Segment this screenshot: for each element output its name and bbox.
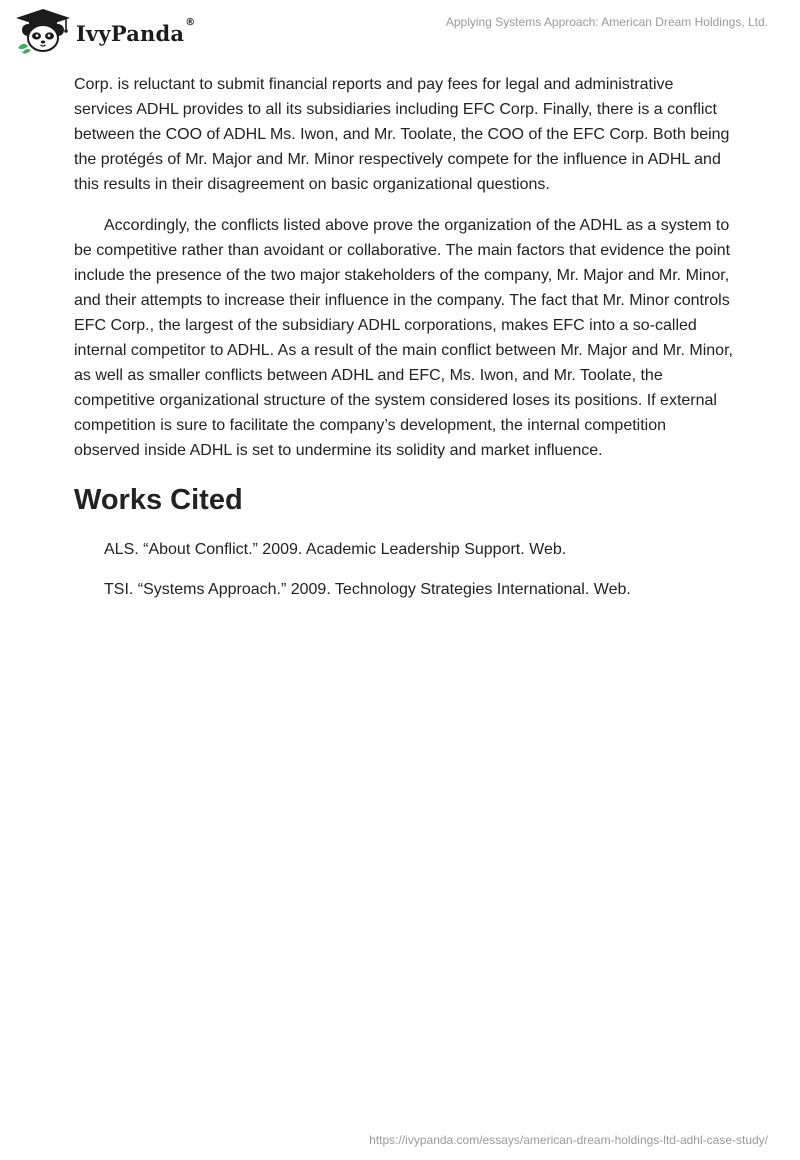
essay-content: [74, 72, 734, 618]
registered-mark: ®: [185, 16, 196, 28]
works-cited-heading: Works Cited: [74, 484, 243, 516]
body-paragraph-2: Accordingly, the conflicts listed above prove the organization of the ADHL as a system to be competitive rather than avoidant or collaborative. The main factors that evidence the point include the presence of the two major stakeholders of the company, Mr. Major and Mr. Minor, and their attempts to increase their influence in the company. The fact that Mr. Minor controls EFC Corp., the largest of the subsidiary ADHL corporations, makes EFC into a so-called internal competitor to ADHL. As a result of the main conflict between Mr. Major and Mr. Minor, as well as smaller conflicts between ADHL and EFC, Ms. Iwon, and Mr. Toolate, the competitive organizational structure of the system considered loses its positions. If external competition is sure to facilitate the company’s development, the internal competition observed inside ADHL is set to undermine its solidity and market influence.: [74, 217, 733, 459]
source-url-link[interactable]: https://ivypanda.com/essays/american-dream-holdings-ltd-adhl-case-study/: [369, 1133, 768, 1147]
running-title: Applying Systems Approach: American Dream Holdings, Ltd.: [445, 15, 768, 29]
citation-item: TSI. “Systems Approach.” 2009. Technology Strategies International. Web.: [104, 581, 631, 598]
citation-item: ALS. “About Conflict.” 2009. Academic Leadership Support. Web.: [104, 541, 567, 558]
page-header: [0, 0, 800, 60]
body-paragraph-1: Corp. is reluctant to submit financial reports and pay fees for legal and administrative services ADHL provides to all its subsidiaries including EFC Corp. Finally, there is a conflict between the COO of ADHL Ms. Iwon, and Mr. Toolate, the COO of the EFC Corp. Both being the protégés of Mr. Major and Mr. Minor respectively compete for the influence in ADHL and this results in their disagreement on basic organizational questions.: [74, 76, 730, 193]
ivypanda-logo[interactable]: [14, 8, 195, 54]
panda-graduate-icon: [14, 8, 72, 54]
brand-name: IvyPanda: [76, 20, 185, 46]
